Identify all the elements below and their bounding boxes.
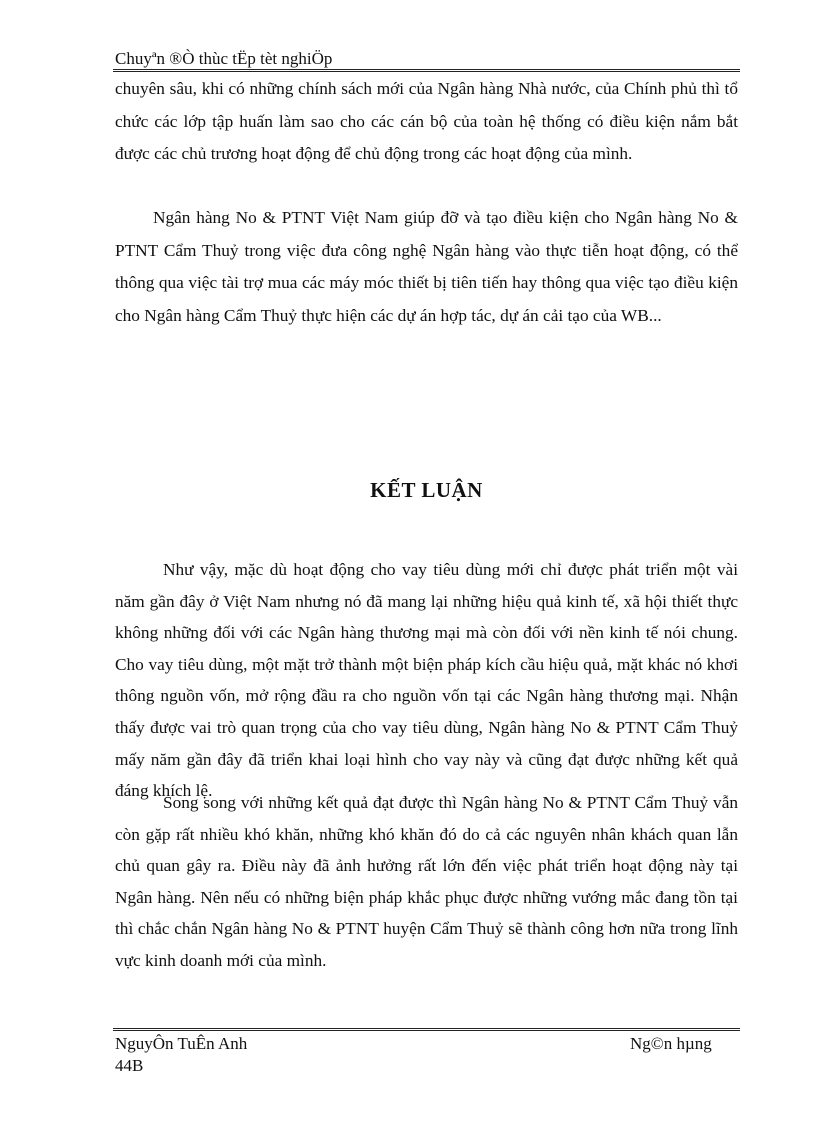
- footer-author-block: [115, 1033, 247, 1077]
- conclusion-paragraph-2: Song song với những kết quả đạt được thì Ngân hàng No & PTNT Cẩm Thuỷ vẫn còn gặp rất nhiều khó khăn, những khó khăn đó do cả các nguyên nhân khách quan lẫn chủ quan gây ra. Điều này đã ảnh hưởng rất lớn đến việc phát triển hoạt động này tại Ngân hàng. Nên nếu có những biện pháp khắc phục được những vướng mắc đang tồn tại thì chắc chắn Ngân hàng No & PTNT huyện Cẩm Thuỷ sẽ thành công hơn nữa trong lĩnh vực kinh doanh mới của mình.: [115, 793, 738, 970]
- body-paragraph-support: Ngân hàng No & PTNT Việt Nam giúp đỡ và tạo điều kiện cho Ngân hàng No & PTNT Cẩm Thuỷ trong việc đưa công nghệ Ngân hàng vào thực tiễn hoạt động, có thể thông qua việc tài trợ mua các máy móc thiết bị tiên tiến hay thông qua việc tạo điều kiện cho Ngân hàng Cẩm Thuỷ thực hiện các dự án hợp tác, dự án cải tạo của WB...: [115, 208, 738, 325]
- conclusion-paragraph-1: Như vậy, mặc dù hoạt động cho vay tiêu dùng mới chỉ được phát triển một vài năm gần đây ở Việt Nam nhưng nó đã mang lại những hiệu quả kinh tế, xã hội thiết thực không những đối với các Ngân hàng thương mại mà còn đối với nền kinh tế nói chung. Cho vay tiêu dùng, một mặt trở thành một biện pháp kích cầu hiệu quả, mặt khác nó khơi thông nguồn vốn, mở rộng đầu ra cho nguồn vốn tại các Ngân hàng thương mại. Nhận thấy được vai trò quan trọng của cho vay tiêu dùng, Ngân hàng No & PTNT Cẩm Thuỷ mấy năm gần đây đã triển khai loại hình cho vay này và cũng đạt được những kết quả đáng khích lệ.: [115, 560, 738, 801]
- header-rule: [113, 69, 740, 72]
- body-paragraph-continuation: chuyên sâu, khi có những chính sách mới của Ngân hàng Nhà nước, của Chính phủ thì tổ chức các lớp tập huấn làm sao cho các cán bộ của toàn hệ thống có điều kiện nắm bắt được các chủ trương hoạt động để chủ động trong các hoạt động của mình.: [115, 79, 738, 163]
- running-header: Chuyªn ®Ò thùc tËp tèt nghiÖp: [115, 49, 333, 68]
- conclusion-heading: KẾT LUẬN: [370, 478, 483, 502]
- footer-major: Ng©n hµng: [630, 1034, 712, 1053]
- footer-rule: [113, 1028, 740, 1031]
- footer-author: NguyÔn TuÊn Anh: [115, 1034, 248, 1053]
- footer-class: 44B: [115, 1056, 144, 1075]
